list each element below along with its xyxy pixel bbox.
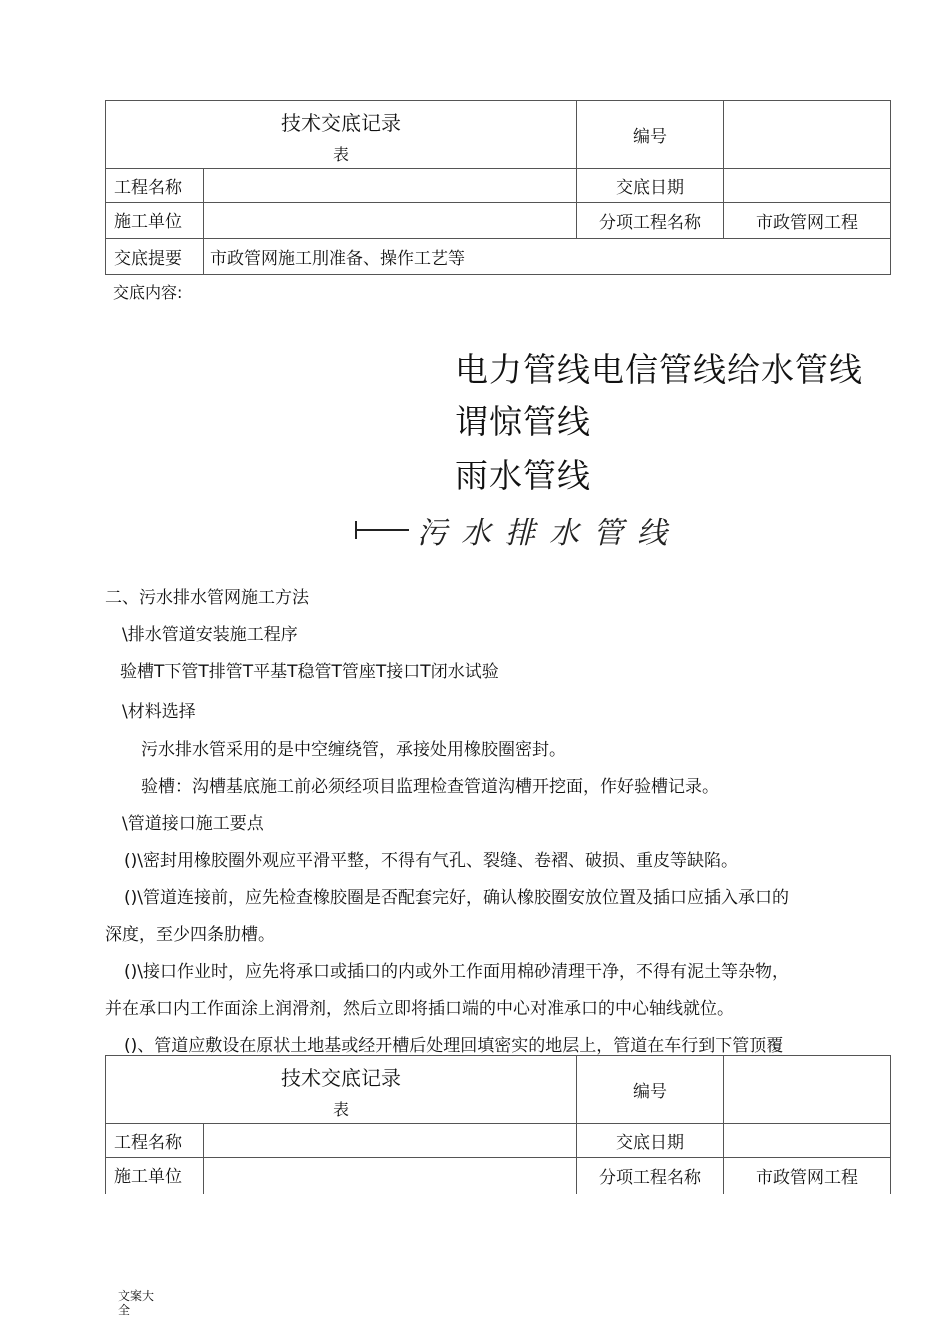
project-name-label: 工程名称	[106, 169, 204, 203]
sub-project-value: 市政管网工程	[724, 1158, 891, 1194]
diagram-line-4-wrap	[355, 510, 681, 550]
code-value	[724, 101, 891, 169]
code-value	[724, 1056, 891, 1124]
table-title: 技术交底记录	[281, 110, 401, 135]
date-label: 交底日期	[577, 169, 724, 203]
summary-value: 市政管网施工刖准备、操作工艺等	[204, 239, 891, 275]
unit-label: 施工单位	[106, 203, 204, 239]
code-label: 编号	[577, 101, 724, 169]
date-value	[724, 169, 891, 203]
date-label: 交底日期	[577, 1124, 724, 1158]
subheading-procedure: \排水管道安装施工程序	[122, 625, 298, 645]
section-heading: 二、污水排水管网施工方法	[105, 588, 309, 608]
point-3-line-1: ()\接口作业时，应先将承口或插口的内或外工作面用棉砂清理干净，不得有泥土等杂物，	[124, 962, 789, 982]
table-subtitle: 表	[332, 144, 349, 164]
material-text-1: 污水排水管采用的是中空缠绕管，承接处用橡胶圈密封。	[141, 740, 566, 760]
sub-project-label: 分项工程名称	[577, 1158, 724, 1194]
table-title-cell	[106, 101, 577, 169]
diagram-line-3: 雨水管线	[455, 456, 591, 495]
point-2-line-2: 深度，至少四条肋槽。	[105, 925, 275, 945]
diagram-line-1: 电力管线电信管线给水管线	[455, 350, 863, 389]
project-name-value	[204, 169, 577, 203]
content-label: 交底内容:	[113, 283, 183, 302]
unit-value	[204, 1158, 577, 1194]
footer-text: 文案大全	[118, 1289, 155, 1317]
subheading-material: \材料选择	[122, 702, 196, 722]
summary-label: 交底提要	[106, 239, 204, 275]
sub-project-label: 分项工程名称	[577, 203, 724, 239]
sub-project-value: 市政管网工程	[724, 203, 891, 239]
table-title: 技术交底记录	[281, 1065, 401, 1090]
diagram-leader-line	[357, 529, 409, 531]
project-name-value	[204, 1124, 577, 1158]
subheading-joint: \管道接口施工要点	[122, 814, 264, 834]
point-2-line-1: ()\管道连接前，应先检查橡胶圈是否配套完好，确认橡胶圈安放位置及插口应插入承口的	[124, 888, 789, 908]
header-table-repeat	[105, 1055, 891, 1194]
date-value	[724, 1124, 891, 1158]
unit-value	[204, 203, 577, 239]
unit-label: 施工单位	[106, 1158, 204, 1194]
header-table	[105, 100, 891, 275]
table-title-cell	[106, 1056, 577, 1124]
project-name-label: 工程名称	[106, 1124, 204, 1158]
diagram-line-4: 污水排水管线	[417, 516, 681, 551]
procedure-text: 验槽T下管T排管T平基T稳管T管座T接口T闭水试验	[120, 662, 499, 682]
point-1: ()\密封用橡胶圈外观应平滑平整，不得有气孔、裂缝、卷褶、破损、重皮等缺陷。	[124, 851, 738, 871]
code-label: 编号	[577, 1056, 724, 1124]
point-3-line-2: 并在承口内工作面涂上润滑剂，然后立即将插口端的中心对准承口的中心轴线就位。	[105, 999, 734, 1019]
table-subtitle: 表	[332, 1099, 349, 1119]
material-text-2: 验槽：沟槽基底施工前必须经项目监理检查管道沟槽开挖面，作好验槽记录。	[141, 777, 719, 797]
point-4: ()、管道应敷设在原状土地基或经开槽后处理回填密实的地层上，管道在车行到下管顶覆	[124, 1036, 784, 1056]
diagram-line-2: 谓惊管线	[455, 402, 591, 441]
